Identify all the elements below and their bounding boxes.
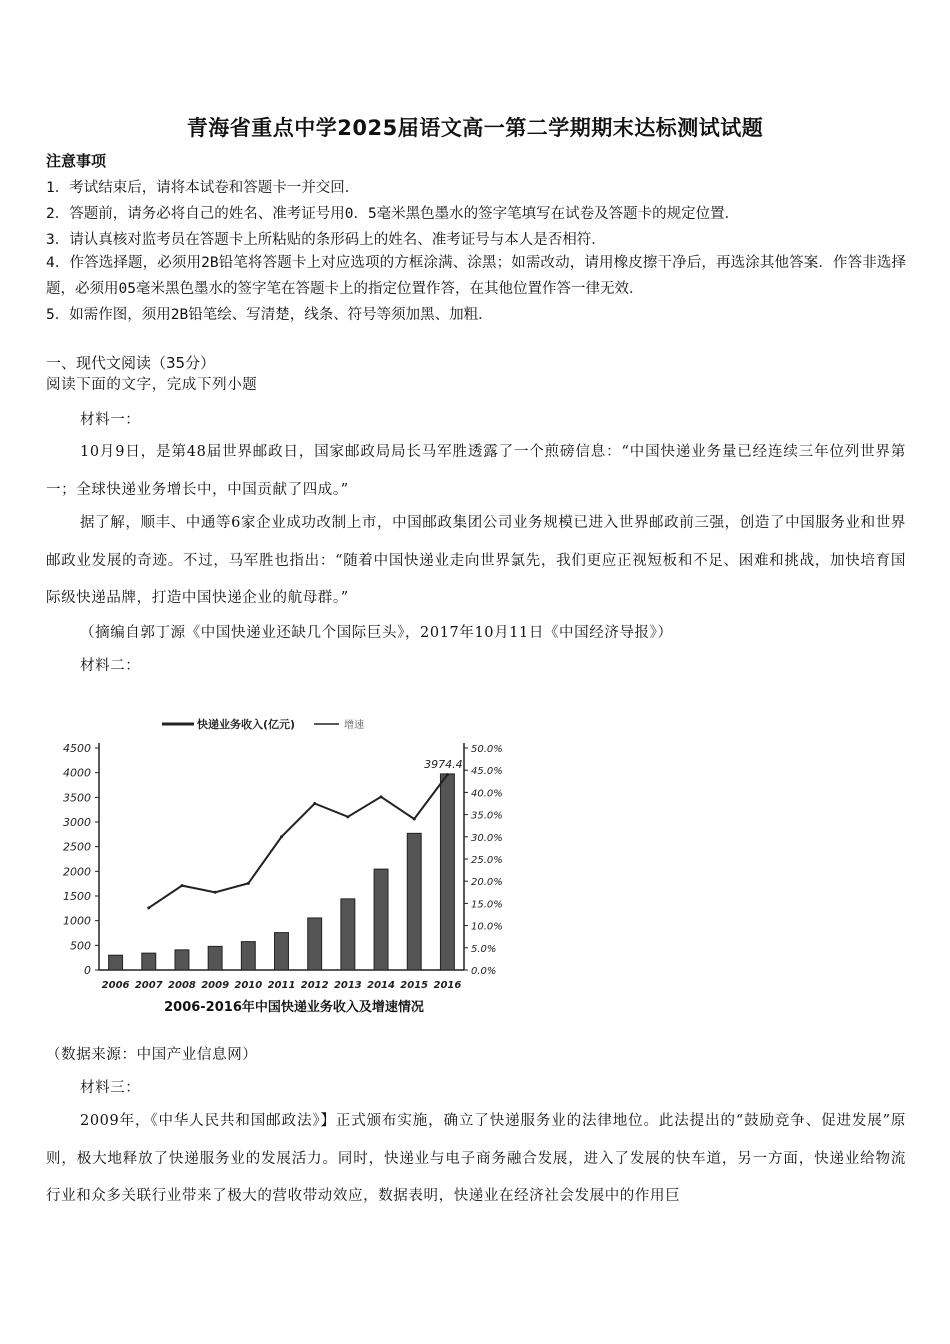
material-1-source: （摘编自郭丁源《中国快递业还缺几个国际巨头》，2017年10月11日《中国经济导报》） — [80, 625, 673, 641]
notice-item: 4．作答选择题，必须用2B铅笔将答题卡上对应选项的方框涂满、涂黑；如需改动，请用橡皮擦干净后，再选涂其他答案．作答非选择题，必须用05毫米黑色墨水的签字笔在答题卡上的指定位置作答，在其他位置作答一律无效． — [46, 255, 906, 297]
growth-rate-point — [280, 835, 283, 838]
revenue-bar — [308, 918, 322, 970]
growth-rate-point — [313, 802, 316, 805]
x-tick-label: 2013 — [333, 980, 362, 991]
x-tick-label: 2011 — [267, 980, 296, 991]
x-tick-label: 2007 — [134, 980, 163, 991]
revenue-bar — [407, 833, 421, 970]
material-2-label: 材料二： — [80, 658, 141, 674]
right-tick-label: 35.0% — [471, 810, 503, 822]
legend-label: 快递业务收入(亿元) — [197, 718, 296, 731]
revenue-bar — [142, 953, 156, 970]
right-tick-label: 0.0% — [471, 966, 497, 977]
x-tick-label: 2006 — [101, 980, 130, 991]
x-tick-label: 2014 — [367, 980, 395, 991]
growth-rate-point — [413, 818, 416, 821]
notice-item: 2．答题前，请务必将自己的姓名、准考证号用0．5毫米黑色墨水的签字笔填写在试卷及答题卡的规定位置． — [46, 206, 740, 222]
x-tick-label: 2016 — [433, 980, 462, 991]
left-tick-label: 4000 — [63, 766, 91, 780]
notice-item: 5．如需作图，须用2B铅笔绘、写清楚，线条、符号等须加黑、加粗． — [46, 307, 493, 323]
growth-rate-point — [147, 906, 150, 909]
revenue-bar — [275, 933, 289, 970]
x-tick-label: 2010 — [234, 980, 263, 991]
growth-rate-point — [380, 795, 383, 798]
material-3-paragraph: 2009年，《中华人民共和国邮政法》】正式颁布实施，确立了快递服务业的法律地位。此法提出的“鼓励竞争、促进发展”原则，极大地释放了快递服务业的发展活力。同时，快递业与电子商务融合发展，进入了发展的快车道，另一方面，快递业给物流行业和众多关联行业带来了极大的营收带动效应，数据表明，快递业在经济社会发展中的作用巨 — [46, 1113, 906, 1204]
right-tick-label: 10.0% — [471, 921, 503, 933]
growth-rate-line — [149, 775, 448, 908]
x-tick-label: 2015 — [400, 980, 429, 991]
left-tick-label: 2500 — [63, 840, 91, 854]
revenue-bar — [109, 955, 123, 970]
growth-rate-point — [214, 891, 217, 894]
chart-title: 2006-2016年中国快递业务收入及增速情况 — [164, 1000, 424, 1015]
right-tick-label: 5.0% — [471, 943, 497, 955]
left-tick-label: 2000 — [63, 865, 91, 879]
growth-rate-point — [180, 884, 183, 887]
material-1-paragraph: 据了解，顺丰、中通等6家企业成功改制上市，中国邮政集团公司业务规模已进入世界邮政前三强，创造了中国服务业和世界邮政业发展的奇迹。不过，马军胜也指出：“随着中国快递业走向世界氯先，我们更应正视短板和不足、困难和挑战，加快培育国际级快递品牌，打造中国快递企业的航母群。” — [46, 515, 906, 606]
express-revenue-chart — [44, 678, 544, 1018]
material-2-source: （数据来源：中国产业信息网） — [46, 1047, 258, 1063]
chart-svg — [44, 678, 544, 1018]
growth-rate-point — [247, 882, 250, 885]
notice-item: 1．考试结束后，请将本试卷和答题卡一并交回． — [46, 180, 360, 196]
revenue-bar — [208, 946, 222, 970]
revenue-bar — [241, 942, 255, 970]
left-tick-label: 1000 — [63, 914, 91, 928]
notice-item: 3．请认真核对监考员在答题卡上所粘贴的条形码上的姓名、准考证号与本人是否相符． — [46, 232, 606, 248]
revenue-bar — [341, 899, 355, 970]
material-1-paragraph: 10月9日，是第48届世界邮政日，国家邮政局局长马军胜透露了一个煎磅信息：“中国快递业务量已经连续三年位列世界第一；全球快递业务增长中，中国贡献了四成。” — [46, 444, 906, 498]
x-tick-label: 2012 — [300, 980, 329, 991]
right-tick-label: 25.0% — [471, 855, 503, 866]
material-1-label: 材料一： — [80, 412, 141, 428]
x-tick-label: 2009 — [201, 980, 230, 991]
growth-rate-point — [346, 815, 349, 818]
right-tick-label: 45.0% — [471, 766, 503, 778]
right-tick-label: 20.0% — [471, 877, 503, 889]
section-instruction: 阅读下面的文字，完成下列小题 — [46, 377, 258, 393]
revenue-bar — [175, 950, 189, 970]
x-tick-label: 2008 — [168, 980, 196, 991]
left-tick-label: 0 — [84, 964, 91, 977]
left-tick-label: 500 — [70, 939, 91, 953]
right-tick-label: 30.0% — [471, 832, 503, 844]
right-tick-label: 50.0% — [471, 744, 503, 755]
notice-heading: 注意事项 — [46, 152, 107, 170]
section-heading: 一、现代文阅读（35分） — [46, 354, 216, 372]
right-tick-label: 15.0% — [471, 899, 503, 911]
bar-annotation: 3974.4 — [424, 757, 463, 771]
left-tick-label: 1500 — [63, 890, 91, 903]
revenue-bar — [374, 869, 388, 970]
legend-label: 增速 — [344, 720, 364, 731]
left-tick-label: 4500 — [63, 742, 91, 755]
left-tick-label: 3500 — [63, 791, 91, 805]
left-tick-label: 3000 — [63, 816, 91, 829]
growth-rate-point — [446, 773, 449, 776]
page-title: 青海省重点中学2025届语文高一第二学期期末达标测试试题 — [186, 116, 764, 140]
material-3-label: 材料三： — [80, 1080, 141, 1096]
revenue-bar — [440, 774, 454, 970]
right-tick-label: 40.0% — [471, 788, 503, 800]
